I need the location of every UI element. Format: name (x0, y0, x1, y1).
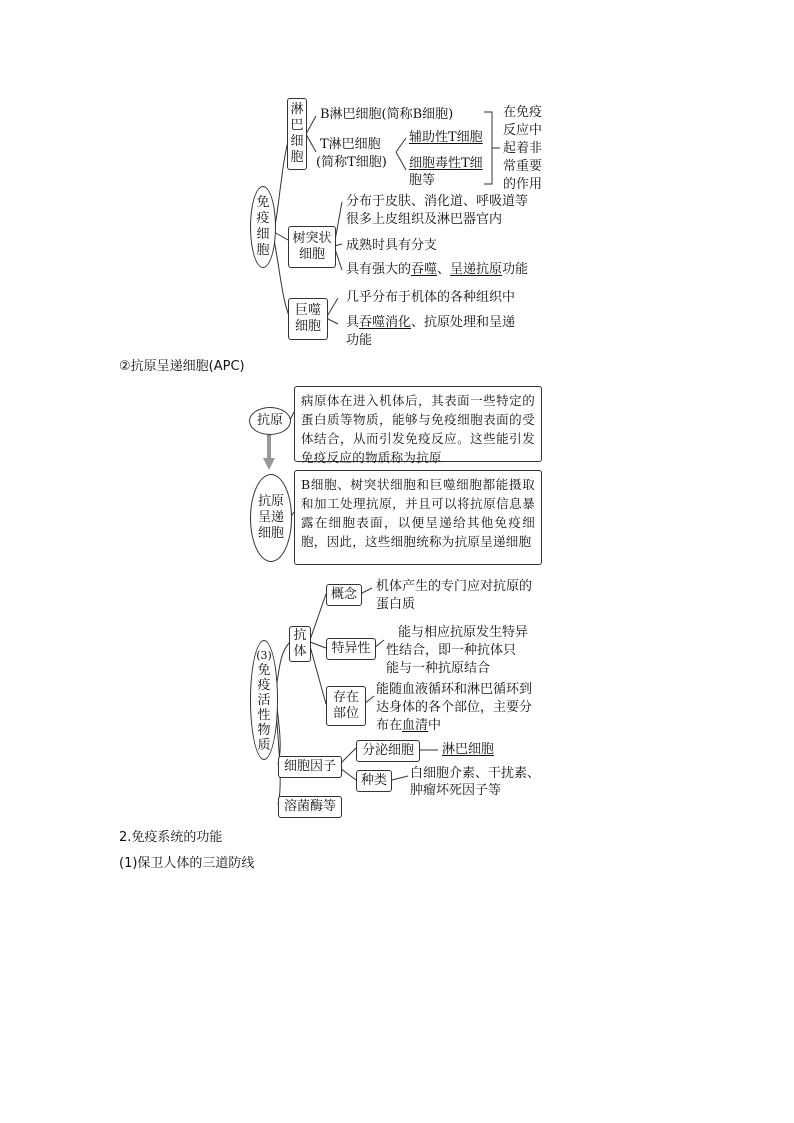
char: 疫 (257, 677, 271, 693)
active-substances-root (250, 640, 278, 760)
label-line: 呈递 (257, 510, 284, 525)
secreting-cell-label: 分泌细胞 (361, 743, 414, 758)
char: 物 (257, 722, 271, 738)
macrophage-box (288, 298, 328, 340)
macrophage-function-cont: 功能 (346, 333, 373, 348)
secreting-cell-box (356, 740, 420, 762)
antigen-description: 病原体在进入机体后，其表面一些特定的蛋白质等物质，能够与免疫细胞表面的受体结合，从而引发免疫反应。这些能引发免疫反应的物质称为抗原 (294, 386, 542, 462)
t-cell-text: T淋巴细胞 (320, 137, 381, 152)
char: 细 (290, 134, 304, 149)
char: 胞 (256, 243, 270, 258)
line: 能与相应抗原发生特异 (398, 625, 529, 640)
role-line: 常重要 (503, 159, 543, 174)
text: 布在 (376, 718, 403, 733)
label-line: 巨噬 (294, 303, 321, 318)
lysozyme-box (278, 796, 342, 818)
macrophage-function (346, 315, 515, 331)
label-line: 部位 (332, 706, 359, 721)
underlined-text: 吞噬 (411, 262, 438, 277)
cytotoxic-t-cell-cont: 胞等 (409, 173, 436, 188)
label-line: 细胞 (294, 319, 321, 334)
antibody-box (289, 626, 311, 662)
char: 抗 (293, 628, 307, 643)
b-cell-text: B淋巴细胞(简称B细胞) (320, 107, 454, 122)
char: 免 (257, 662, 271, 678)
underlined-text: 呈递抗原 (450, 262, 503, 277)
text: 功能 (502, 262, 529, 277)
lymph-role (503, 104, 542, 194)
text: 中 (428, 718, 442, 733)
apc-heading: ②抗原呈递细胞(APC) (119, 359, 245, 374)
text: 、 (437, 262, 451, 277)
role-line: 反应中 (503, 123, 543, 138)
cytokine-type-box (356, 770, 392, 792)
cytokine-box (278, 756, 342, 778)
char: 疫 (256, 211, 270, 226)
label-line: 抗原 (257, 494, 284, 509)
concept-text: 机体产生的专门应对抗原的 (376, 579, 533, 594)
concept-label: 概念 (330, 587, 357, 602)
immune-cells-root (250, 186, 276, 268)
cytokine-types: 白细胞介素、干扰素、 (410, 766, 541, 781)
macrophage-distribution: 几乎分布于机体的各种组织中 (346, 290, 516, 305)
char: 巴 (290, 118, 304, 133)
cytokine-types-cont: 肿瘤坏死因子等 (410, 783, 502, 798)
concept-text-cont: 蛋白质 (376, 597, 416, 612)
helper-t-cell: 辅助性T细胞 (409, 130, 483, 145)
underlined-text: 吞噬消化 (359, 315, 412, 330)
specificity-box (326, 638, 376, 660)
concept-box (326, 584, 362, 606)
dendritic-function (346, 262, 528, 278)
role-line: 起着非 (503, 141, 543, 156)
char: 胞 (290, 150, 304, 165)
location-text-cont: 达身体的各个部位，主要分 (376, 700, 533, 715)
dendritic-cell-box (288, 226, 336, 268)
char: 质 (257, 737, 271, 753)
label-line: 树突状 (292, 231, 332, 246)
underlined-text: 血清 (402, 718, 429, 733)
dendritic-mature: 成熟时具有分支 (346, 238, 438, 253)
apc-oval (250, 474, 292, 562)
secreting-cell-value: 淋巴细胞 (442, 742, 495, 757)
section-heading: 2.免疫系统的功能 (119, 830, 223, 845)
cytokine-label: 细胞因子 (283, 759, 336, 774)
label-line: 细胞 (298, 247, 325, 262)
specificity-label: 特异性 (331, 641, 371, 656)
location-box (326, 686, 366, 726)
line: 能与一种抗原结合 (386, 661, 491, 676)
cytotoxic-t-cell: 细胞毒性T细 (409, 156, 483, 171)
text: 具 (346, 315, 360, 330)
cytokine-type-label: 种类 (360, 773, 387, 788)
lymphocyte-box (287, 98, 307, 170)
antigen-oval (249, 407, 291, 435)
text: 具有强大的 (346, 262, 412, 277)
apc-description: B细胞、树突状细胞和巨噬细胞都能摄取和加工处理抗原，并且可以将抗原信息暴露在细胞表面，以便呈递给其他免疫细胞，因此，这些细胞统称为抗原呈递细胞 (294, 470, 542, 565)
char: 活 (257, 692, 271, 708)
char: 免 (256, 195, 270, 210)
char: 淋 (290, 102, 304, 117)
dendritic-distribution: 分布于皮肤、消化道、呼吸道等 (346, 194, 529, 209)
line: 性结合，即一种抗体只 (386, 643, 517, 658)
specificity-text (386, 624, 528, 678)
dendritic-distribution-cont: 很多上皮组织及淋巴器官内 (346, 212, 503, 227)
lysozyme-label: 溶菌酶等 (283, 799, 336, 814)
location-text-end (376, 718, 441, 734)
label-line: 存在 (332, 690, 359, 705)
t-cell-abbr: (简称T细胞) (316, 155, 387, 170)
text: 、抗原处理和呈递 (411, 315, 516, 330)
char: (3) (256, 648, 272, 662)
char: 体 (293, 644, 307, 659)
label-line: 细胞 (257, 526, 284, 541)
role-line: 的作用 (503, 177, 543, 192)
char: 细 (256, 227, 270, 242)
location-text: 能随血液循环和淋巴循环到 (376, 682, 533, 697)
role-line: 在免疫 (503, 105, 543, 120)
char: 性 (257, 707, 271, 723)
antigen-label: 抗原 (256, 413, 283, 428)
section-subheading: (1)保卫人体的三道防线 (119, 856, 255, 871)
